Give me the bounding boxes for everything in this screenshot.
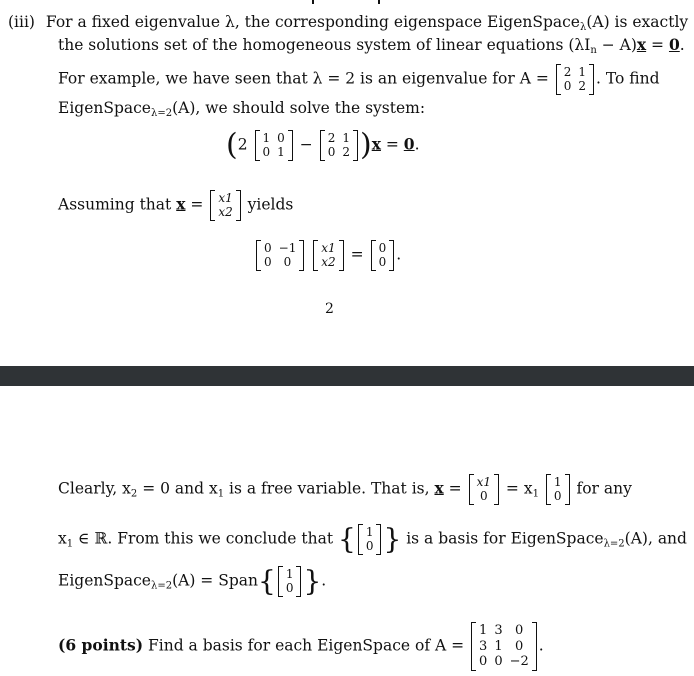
eigenspace-label: EigenSpace [58, 99, 151, 117]
span-line: EigenSpace$_{\lambda=2}$(A) = Span{ 1 0 }. [58, 564, 327, 598]
result-equation: 0 −1 0 0 x1 x2 = 0 0 . [254, 240, 401, 271]
subscript: n [590, 45, 597, 56]
matrix-A-system: 2 1 0 2 [320, 130, 358, 161]
clearly-line: Clearly, $x_2 = 0$ and $x_1$ is a free variable. That is, x = x1 0 = $x_1$ 1 0 for any [58, 475, 632, 504]
system-equation: (2 1 0 0 1 − 2 1 0 2 )x = 0. [226, 127, 420, 163]
subscript: λ [579, 22, 587, 33]
for-any-text: for any [576, 479, 632, 498]
example-line [58, 64, 660, 95]
yields-text: yields [247, 195, 294, 214]
vector-x: x [176, 194, 186, 214]
span-vector: 1 0 [278, 566, 302, 597]
x-vector: x1 x2 [313, 240, 343, 271]
page-edge-mark [378, 0, 380, 4]
zero-vector: 0 [668, 35, 680, 54]
zero-vector: 0 0 [371, 240, 395, 271]
example-text: For example, we have seen that λ = 2 is an eigenvalue for A = [58, 69, 549, 88]
subscript: λ=2 [151, 108, 173, 119]
x-vector: x1 x2 [210, 190, 240, 221]
item-label: (iii) [8, 13, 35, 31]
scalar: 2 [237, 135, 248, 154]
eigenspace-text: (A), we should solve the system: [172, 99, 426, 117]
minus: − [299, 135, 313, 154]
assuming-text: Assuming that [58, 195, 172, 214]
vector-x: x [434, 478, 444, 498]
equals: = [646, 36, 669, 54]
definition-text: − A) [596, 36, 637, 54]
question-matrix: 1 3 0 3 1 0 0 0 −2 [471, 622, 537, 671]
page-number: 2 [325, 301, 334, 317]
question-line: (6 points) Find a basis for each EigenSpace of A = 1 3 0 3 1 0 0 0 −2 . [58, 623, 544, 670]
identity-matrix: 1 0 0 1 [255, 130, 293, 161]
page-bottom [0, 386, 694, 676]
vector-x: x [371, 134, 381, 154]
period: . [679, 36, 685, 54]
assuming-line: Assuming that x = x1 x2 yields [58, 191, 294, 220]
eigenspace-line [58, 100, 425, 119]
conclude-line: $x_1$ ∈ ℝ. From this we conclude that { 1 0 } is a basis for EigenSpace$_{\lambda=2}$(A), and [58, 522, 687, 556]
to-find-text: . To find [596, 69, 660, 88]
definition-text: For a fixed eigenvalue λ, the corresponding eigenspace EigenSpace [45, 13, 580, 31]
definition-text: the solutions set of the homogeneous system of linear equations (λI [58, 36, 591, 54]
page-edge-mark [312, 0, 314, 4]
matrix-A: 2 1 0 2 [556, 64, 594, 95]
vector-1-0: 1 0 [546, 474, 570, 505]
vector-x: x [636, 35, 647, 54]
definition-text: (A) is exactly [586, 13, 689, 31]
page-divider [0, 366, 694, 386]
basis-vector: 1 0 [358, 524, 382, 555]
question-text: Find a basis for each EigenSpace of A = [143, 636, 465, 655]
question-points: (6 points) [58, 635, 144, 655]
zero-vector: 0 [403, 134, 415, 154]
result-matrix: 0 −1 0 0 [256, 240, 304, 271]
definition-line-2 [58, 36, 685, 56]
definition-line-1 [8, 14, 688, 33]
vector-x1-0: x1 0 [469, 474, 499, 505]
